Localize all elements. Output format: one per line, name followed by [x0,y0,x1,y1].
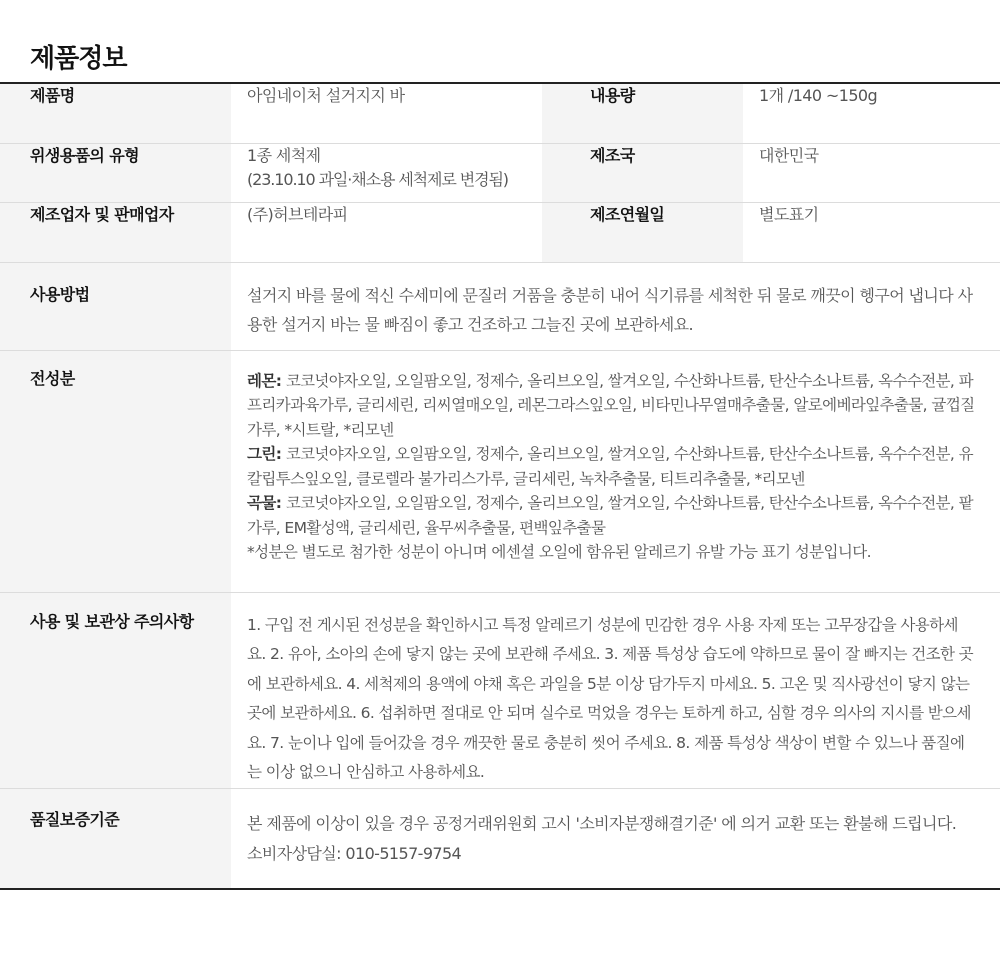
value-caution: 1. 구입 전 게시된 전성분을 확인하시고 특정 알레르기 성분에 민감한 경우 사용 자제 또는 고무장갑을 사용하세요. 2. 유아, 소아의 손에 닿지 않는 곳에 보관해 주세요. 3. 제품 특성상 습도에 약하므로 물이 잘 빠지는 건조한 곳에 보관하세요. 4. 세척제의 용액에 야채 혹은 과일을 5분 이상 담가두지 마세요. 5. 고온 및 직사광선이 닿지 않는 곳에 보관하세요. 6. 섭취하면 절대로 안 되며 실수로 먹었을 경우는 토하게 하고, 심할 경우 의사의 지시를 받으세요. 7. 눈이나 입에 들어갔을 경우 깨끗한 물로 충분히 씻어 주세요. 8. 제품 특성상 색상이 변할 수 있느나 품질에는 이상 없으니 안심하고 사용하세요. [231,592,1000,788]
table-row-caution [0,592,1000,788]
value-product-name: 아임네이처 설거지지 바 [231,83,542,143]
label-country: 제조국 [542,143,743,202]
label-type: 위생용품의 유형 [0,143,231,202]
value-maker: (주)허브테라피 [231,202,542,262]
ingredients-grain-label: 곡물: [247,494,282,512]
page-title: 제품정보 [30,44,127,74]
ingredients-lemon-label: 레몬: [247,371,282,390]
value-warranty-text: 본 제품에 이상이 있을 경우 공정거래위원회 고시 '소비자분쟁해결기준' 에 의거 교환 또는 환불해 드립니다. [247,813,957,833]
value-type-line2: (23.10.10 과일·채소용 세척제로 변경됨) [247,169,508,189]
value-type [231,143,542,202]
value-volume: 1개 /140 ~150g [743,83,1000,143]
product-info-table [0,82,1000,890]
label-volume: 내용량 [542,83,743,143]
table-row-maker [0,202,1000,262]
label-caution: 사용 및 보관상 주의사항 [0,592,231,788]
value-warranty-contact: 소비자상담실: 010-5157-9754 [247,843,462,863]
value-mfg-date: 별도표기 [743,202,1000,262]
value-ingredients [231,350,1000,592]
table-row-warranty [0,788,1000,889]
label-usage: 사용방법 [0,262,231,350]
ingredients-green-label: 그린: [247,445,282,463]
ingredients-note: *성분은 별도로 첨가한 성분이 아니며 에센셜 오일에 함유된 알레르기 유발 가능 표기 성분입니다. [247,543,871,561]
label-product-name: 제품명 [0,83,231,143]
table-row-type [0,143,1000,202]
table-row-product-name [0,83,1000,143]
value-type-line1: 1종 세척제 [247,145,321,165]
ingredients-green-list: 코코넛야자오일, 오일팜오일, 정제수, 올리브오일, 쌀겨오일, 수산화나트륨, 탄산수소나트륨, 옥수수전분, 유칼립투스잎오일, 클로렐라 불가리스가루, 글리세린, 녹차추출물, 티트리추출물, *리모넨 [247,445,973,488]
value-country: 대한민국 [743,143,1000,202]
ingredients-green [247,445,973,488]
label-warranty: 품질보증기준 [0,788,231,889]
label-maker: 제조업자 및 판매업자 [0,202,231,262]
ingredients-grain [247,494,973,537]
value-usage: 설거지 바를 물에 적신 수세미에 문질러 거품을 충분히 내어 식기류를 세척한 뒤 물로 깨끗이 헹구어 냅니다 사용한 설거지 바는 물 빠짐이 좋고 건조하고 그늘진 곳에 보관하세요. [231,262,1000,350]
ingredients-lemon [247,372,974,439]
ingredients-grain-list: 코코넛야자오일, 오일팜오일, 정제수, 올리브오일, 쌀겨오일, 수산화나트륨, 탄산수소나트륨, 옥수수전분, 팥가루, EM활성액, 글리세린, 율무씨추출물, 편백잎추출물 [247,494,973,537]
ingredients-lemon-list: 코코넛야자오일, 오일팜오일, 정제수, 올리브오일, 쌀겨오일, 수산화나트륨, 탄산수소나트륨, 옥수수전분, 파프리카과육가루, 글리세린, 리씨열매오일, 레몬그라스잎오일, 비타민나무열매추출물, 알로에베라잎추출물, 귤껍질가루, *시트랄, *리모넨 [247,371,975,439]
label-ingredients: 전성분 [0,350,231,592]
table-row-usage [0,262,1000,350]
table-row-ingredients [0,350,1000,592]
label-mfg-date: 제조연월일 [542,202,743,262]
value-warranty [231,788,1000,889]
